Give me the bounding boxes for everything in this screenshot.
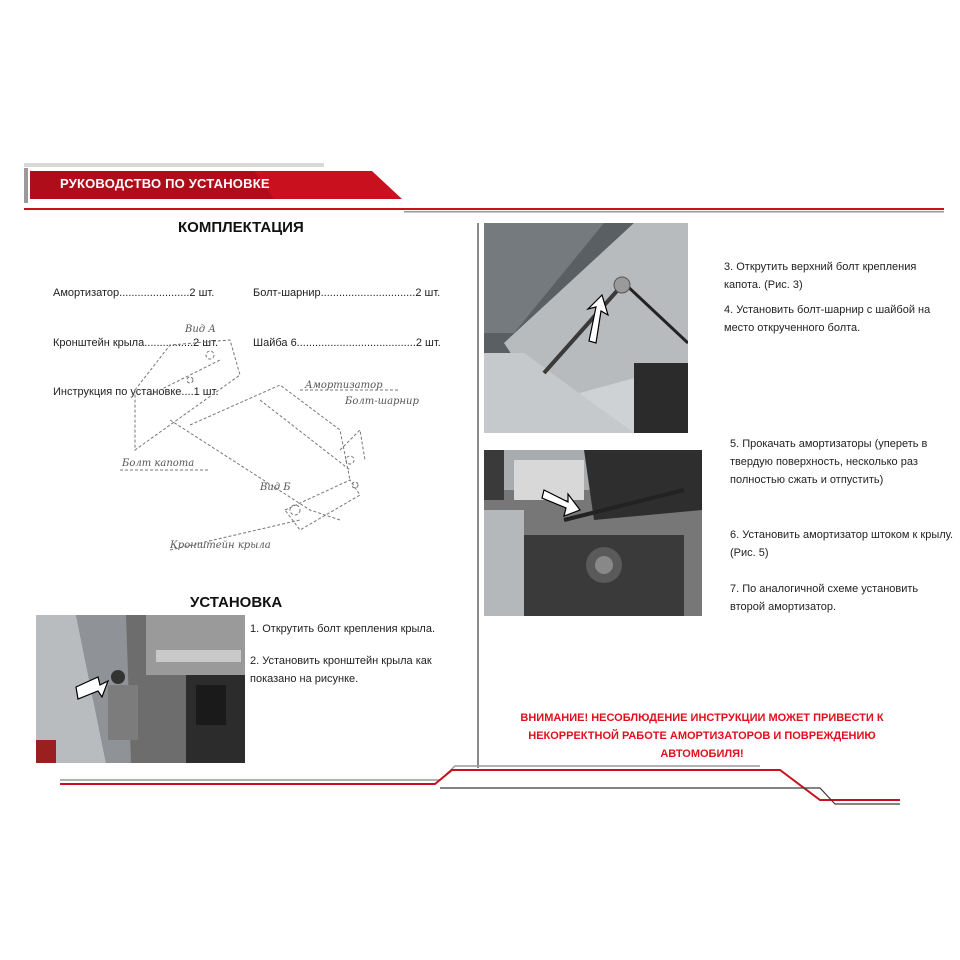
kit-item: Шайба 6.......................................2 шт. xyxy=(253,336,441,349)
diagram-label: Вид А xyxy=(185,324,216,335)
kit-item: Болт-шарнир...............................2 шт. xyxy=(253,287,441,299)
step-2: 2. Установить кронштейн крыла как показано на рисунке. xyxy=(250,655,432,685)
kit-item: Кронштейн крыла................2 шт. xyxy=(53,336,218,349)
step-1: 1. Открутить болт крепления крыла. xyxy=(250,623,436,635)
photo-wing-bracket xyxy=(36,615,245,763)
diagram-label: Кронштейн крыла xyxy=(170,540,271,551)
diagram-label: Болт-шарнир xyxy=(345,396,419,407)
diagram-label: Вид Б xyxy=(260,482,291,493)
step-7: 7. По аналогичной схеме установить второй амортизатор. xyxy=(730,583,919,613)
column-divider xyxy=(477,223,479,768)
kit-heading: КОМПЛЕКТАЦИЯ xyxy=(178,219,304,236)
diagram-label: Болт капота xyxy=(122,458,195,469)
step-4: 4. Установить болт-шарнир с шайбой на место открученного болта. xyxy=(724,304,931,334)
footer-rule xyxy=(60,760,900,810)
step-3: 3. Открутить верхний болт крепления капота. (Рис. 3) xyxy=(724,261,917,291)
step-6: 6. Установить амортизатор штоком к крылу. (Рис. 5) xyxy=(730,529,954,559)
assembly-diagram xyxy=(110,320,460,565)
photo-engine-bay xyxy=(484,450,702,616)
page-title: РУКОВОДСТВО ПО УСТАНОВКЕ xyxy=(60,176,270,191)
kit-item: Амортизатор.......................2 шт. xyxy=(53,287,215,299)
photo-hood-bolt xyxy=(484,223,688,433)
header-rule xyxy=(24,208,944,214)
kit-item: Инструкция по установке....1 шт. xyxy=(53,386,219,398)
warning-notice: ВНИМАНИЕ! НЕСОБЛЮДЕНИЕ ИНСТРУКЦИИ МОЖЕТ ПРИВЕСТИ К НЕКОРРЕКТНОЙ РАБОТЕ АМОРТИЗАТОРОВ И ПОВРЕЖДЕНИЮ АВТОМОБИЛЯ! xyxy=(520,712,884,760)
step-5: 5. Прокачать амортизаторы (упереть в твердую поверхность, несколько раз полностью сжать и отпустить) xyxy=(730,438,928,486)
install-heading: УСТАНОВКА xyxy=(190,594,283,611)
diagram-label: Амортизатор xyxy=(305,380,383,391)
